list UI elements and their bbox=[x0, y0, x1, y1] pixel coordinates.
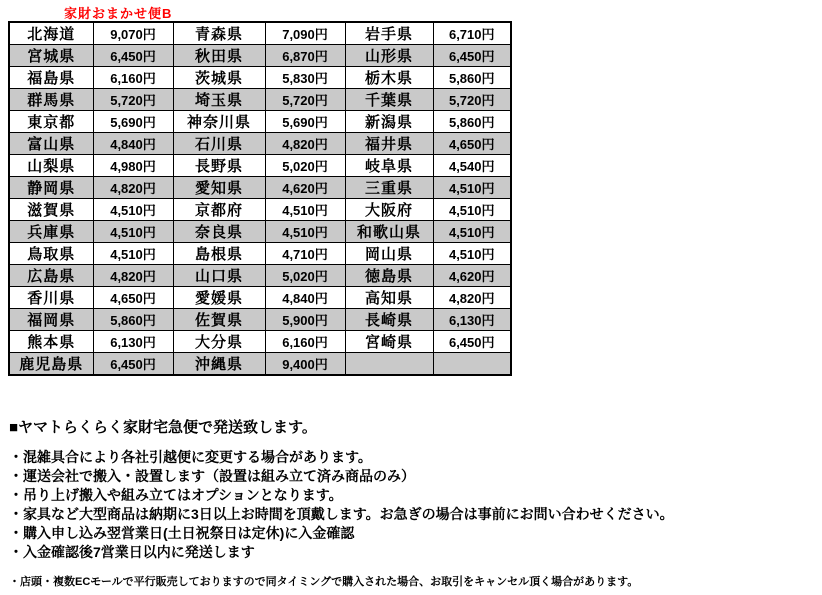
price-cell: 4,510円 bbox=[265, 199, 345, 221]
note-item: ・吊り上げ搬入や組み立てはオプションとなります。 bbox=[9, 487, 343, 503]
table-row bbox=[9, 199, 511, 221]
prefecture-cell: 佐賀県 bbox=[173, 309, 265, 331]
prefecture-cell: 熊本県 bbox=[9, 331, 93, 353]
prefecture-cell: 岩手県 bbox=[345, 22, 433, 45]
table-row bbox=[9, 155, 511, 177]
table-row bbox=[9, 22, 511, 45]
note-item: ・入金確認後7営業日以内に発送します bbox=[9, 544, 255, 560]
price-cell: 6,710円 bbox=[433, 22, 511, 45]
prefecture-cell: 山梨県 bbox=[9, 155, 93, 177]
prefecture-cell: 福島県 bbox=[9, 67, 93, 89]
table-row bbox=[9, 353, 511, 376]
prefecture-cell: 群馬県 bbox=[9, 89, 93, 111]
price-cell: 4,540円 bbox=[433, 155, 511, 177]
price-cell: 4,510円 bbox=[265, 221, 345, 243]
price-cell: 6,450円 bbox=[93, 45, 173, 67]
price-cell: 6,870円 bbox=[265, 45, 345, 67]
price-cell: 5,900円 bbox=[265, 309, 345, 331]
table-row bbox=[9, 45, 511, 67]
price-cell: 9,070円 bbox=[93, 22, 173, 45]
price-cell: 4,980円 bbox=[93, 155, 173, 177]
notes-footnote: ・店頭・複数ECモールで平行販売しておりますので同タイミングで購入された場合、お取引をキャンセル頂く場合があります。 bbox=[9, 576, 639, 588]
price-cell: 4,510円 bbox=[433, 199, 511, 221]
price-cell: 5,690円 bbox=[93, 111, 173, 133]
prefecture-cell: 京都府 bbox=[173, 199, 265, 221]
price-cell: 4,510円 bbox=[433, 221, 511, 243]
prefecture-cell: 北海道 bbox=[9, 22, 93, 45]
prefecture-cell: 沖縄県 bbox=[173, 353, 265, 376]
note-item: ・購入申し込み翌営業日(土日祝祭日は定休)に入金確認 bbox=[9, 525, 355, 541]
prefecture-cell: 岡山県 bbox=[345, 243, 433, 265]
price-cell: 5,690円 bbox=[265, 111, 345, 133]
price-cell: 6,160円 bbox=[93, 67, 173, 89]
price-cell: 4,820円 bbox=[265, 133, 345, 155]
table-row bbox=[9, 287, 511, 309]
price-cell: 5,020円 bbox=[265, 155, 345, 177]
prefecture-cell: 高知県 bbox=[345, 287, 433, 309]
prefecture-cell: 青森県 bbox=[173, 22, 265, 45]
prefecture-cell: 愛媛県 bbox=[173, 287, 265, 309]
notes-bullet-list bbox=[9, 448, 817, 562]
price-cell: 4,510円 bbox=[93, 243, 173, 265]
prefecture-cell: 福岡県 bbox=[9, 309, 93, 331]
prefecture-cell: 島根県 bbox=[173, 243, 265, 265]
prefecture-cell: 静岡県 bbox=[9, 177, 93, 199]
price-cell: 4,510円 bbox=[93, 221, 173, 243]
price-cell: 4,840円 bbox=[265, 287, 345, 309]
price-cell: 6,450円 bbox=[433, 331, 511, 353]
prefecture-cell: 広島県 bbox=[9, 265, 93, 287]
shipping-price-table bbox=[8, 21, 512, 376]
price-cell: 4,650円 bbox=[93, 287, 173, 309]
prefecture-cell: 富山県 bbox=[9, 133, 93, 155]
table-row bbox=[9, 331, 511, 353]
price-cell: 4,510円 bbox=[433, 243, 511, 265]
price-cell: 4,510円 bbox=[433, 177, 511, 199]
prefecture-cell: 長崎県 bbox=[345, 309, 433, 331]
price-cell: 5,720円 bbox=[433, 89, 511, 111]
prefecture-cell: 鳥取県 bbox=[9, 243, 93, 265]
price-cell: 5,720円 bbox=[93, 89, 173, 111]
prefecture-cell: 大阪府 bbox=[345, 199, 433, 221]
prefecture-cell: 宮城県 bbox=[9, 45, 93, 67]
shipping-notes bbox=[9, 416, 817, 589]
prefecture-cell: 大分県 bbox=[173, 331, 265, 353]
prefecture-cell: 奈良県 bbox=[173, 221, 265, 243]
prefecture-cell: 神奈川県 bbox=[173, 111, 265, 133]
price-cell: 6,160円 bbox=[265, 331, 345, 353]
prefecture-cell: 栃木県 bbox=[345, 67, 433, 89]
prefecture-cell: 山口県 bbox=[173, 265, 265, 287]
table-row bbox=[9, 111, 511, 133]
price-table-body bbox=[9, 22, 511, 375]
price-cell: 4,620円 bbox=[433, 265, 511, 287]
table-title: 家財おまかせ便B bbox=[64, 6, 173, 21]
price-cell: 5,020円 bbox=[265, 265, 345, 287]
notes-heading: ■ヤマトらくらく家財宅急便で発送致します。 bbox=[9, 419, 317, 436]
price-cell: 5,720円 bbox=[265, 89, 345, 111]
note-item: ・混雑具合により各社引越便に変更する場合があります。 bbox=[9, 449, 372, 465]
prefecture-cell bbox=[345, 353, 433, 376]
price-cell: 7,090円 bbox=[265, 22, 345, 45]
prefecture-cell: 和歌山県 bbox=[345, 221, 433, 243]
price-cell: 4,820円 bbox=[433, 287, 511, 309]
prefecture-cell: 宮崎県 bbox=[345, 331, 433, 353]
prefecture-cell: 岐阜県 bbox=[345, 155, 433, 177]
prefecture-cell: 滋賀県 bbox=[9, 199, 93, 221]
prefecture-cell: 茨城県 bbox=[173, 67, 265, 89]
prefecture-cell: 香川県 bbox=[9, 287, 93, 309]
price-cell bbox=[433, 353, 511, 376]
table-row bbox=[9, 89, 511, 111]
table-row bbox=[9, 309, 511, 331]
prefecture-cell: 三重県 bbox=[345, 177, 433, 199]
note-item: ・運送会社で搬入・設置します（設置は組み立て済み商品のみ） bbox=[9, 468, 415, 484]
table-row bbox=[9, 265, 511, 287]
price-cell: 4,840円 bbox=[93, 133, 173, 155]
price-cell: 6,130円 bbox=[93, 331, 173, 353]
prefecture-cell: 福井県 bbox=[345, 133, 433, 155]
price-cell: 4,710円 bbox=[265, 243, 345, 265]
table-row bbox=[9, 133, 511, 155]
price-cell: 4,650円 bbox=[433, 133, 511, 155]
prefecture-cell: 秋田県 bbox=[173, 45, 265, 67]
note-item: ・家具など大型商品は納期に3日以上お時間を頂戴します。お急ぎの場合は事前にお問い合わせください。 bbox=[9, 506, 674, 522]
price-cell: 6,450円 bbox=[93, 353, 173, 376]
price-cell: 9,400円 bbox=[265, 353, 345, 376]
prefecture-cell: 愛知県 bbox=[173, 177, 265, 199]
price-cell: 6,450円 bbox=[433, 45, 511, 67]
price-cell: 4,820円 bbox=[93, 177, 173, 199]
table-row bbox=[9, 67, 511, 89]
price-cell: 6,130円 bbox=[433, 309, 511, 331]
prefecture-cell: 石川県 bbox=[173, 133, 265, 155]
prefecture-cell: 千葉県 bbox=[345, 89, 433, 111]
table-row bbox=[9, 177, 511, 199]
table-row bbox=[9, 243, 511, 265]
prefecture-cell: 埼玉県 bbox=[173, 89, 265, 111]
price-cell: 4,510円 bbox=[93, 199, 173, 221]
price-cell: 4,620円 bbox=[265, 177, 345, 199]
prefecture-cell: 長野県 bbox=[173, 155, 265, 177]
prefecture-cell: 東京都 bbox=[9, 111, 93, 133]
price-cell: 5,860円 bbox=[93, 309, 173, 331]
table-row bbox=[9, 221, 511, 243]
prefecture-cell: 新潟県 bbox=[345, 111, 433, 133]
prefecture-cell: 兵庫県 bbox=[9, 221, 93, 243]
price-cell: 5,860円 bbox=[433, 67, 511, 89]
price-cell: 5,830円 bbox=[265, 67, 345, 89]
prefecture-cell: 山形県 bbox=[345, 45, 433, 67]
prefecture-cell: 鹿児島県 bbox=[9, 353, 93, 376]
price-cell: 5,860円 bbox=[433, 111, 511, 133]
prefecture-cell: 徳島県 bbox=[345, 265, 433, 287]
price-cell: 4,820円 bbox=[93, 265, 173, 287]
